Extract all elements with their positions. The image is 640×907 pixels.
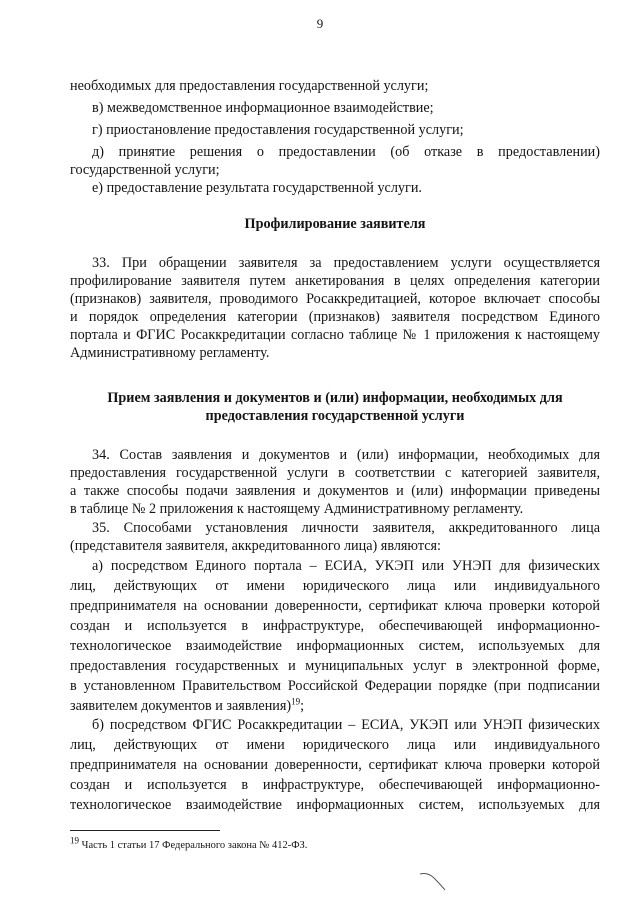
item-a-line: в установленном Правительством Российской Федерации порядке (при подписании: [70, 678, 600, 694]
item-a-line: предоставления государственных и муниципальных услуг в электронной форме,: [70, 658, 600, 674]
page-number: 9: [316, 16, 324, 31]
paragraph-33-line: (признаков) заявителя, проводимого Росаккредитацией, которое включает способы: [70, 291, 600, 307]
item-b-line: предпринимателя на основании доверенности, сертификат ключа проверки которой: [70, 757, 600, 773]
item-a-line: [70, 697, 600, 715]
item-a-last-text: заявителем документов и заявления): [70, 698, 292, 714]
pen-mark-icon: [418, 870, 448, 894]
item-a-end: ;: [300, 698, 305, 714]
footnote-ref: 19: [291, 696, 301, 707]
section-heading: предоставления государственной услуги: [205, 408, 465, 424]
paragraph-33-line: 33. При обращении заявителя за предоставлением услуги осуществляется: [92, 255, 600, 271]
section-heading: Прием заявления и документов и (или) информации, необходимых для: [107, 390, 563, 406]
text-line: государственной услуги;: [70, 162, 220, 178]
paragraph-35-line: 35. Способами установления личности заявителя, аккредитованного лица: [92, 520, 600, 536]
item-b-line: технологическое взаимодействие информационных систем, используемых для: [70, 797, 600, 813]
item-a-line: создан и используется в инфраструктуре, обеспечивающей информационно-: [70, 618, 600, 634]
footnote-mark: 19: [70, 835, 79, 846]
paragraph-33-line: Административному регламенту.: [70, 345, 270, 361]
item-a-line: лиц, действующих от имени юридического лица или индивидуального: [70, 578, 600, 594]
list-item: е) предоставление результата государственной услуги.: [92, 180, 422, 196]
item-b-line: создан и используется в инфраструктуре, обеспечивающей информационно-: [70, 777, 600, 793]
paragraph-35-line: (представителя заявителя, аккредитованного лица) являются:: [70, 538, 441, 554]
footnote-text: Часть 1 статьи 17 Федерального закона № 412-ФЗ.: [79, 840, 308, 851]
paragraph-34-line: предоставления государственной услуги в соответствии с категорией заявителя,: [70, 465, 600, 481]
item-a-line: предпринимателя на основании доверенности, сертификат ключа проверки которой: [70, 598, 600, 614]
item-a-line: технологическое взаимодействие информационных систем, используемых для: [70, 638, 600, 654]
item-b-line: лиц, действующих от имени юридического лица или индивидуального: [70, 737, 600, 753]
paragraph-34-line: 34. Состав заявления и документов и (или) информации, необходимых для: [92, 447, 600, 463]
item-a-line: а) посредством Единого портала – ЕСИА, УКЭП или УНЭП для физических: [92, 558, 600, 574]
list-item: г) приостановление предоставления государственной услуги;: [92, 122, 464, 138]
footnote-divider: [70, 830, 220, 831]
paragraph-34-line: в таблице № 2 приложения к настоящему Административному регламенту.: [70, 501, 524, 517]
item-b-line: б) посредством ФГИС Росаккредитации – ЕСИА, УКЭП или УНЭП физических: [92, 717, 600, 733]
text-line: необходимых для предоставления государственной услуги;: [70, 78, 429, 94]
list-item: в) межведомственное информационное взаимодействие;: [92, 100, 434, 116]
paragraph-33-line: портала и ФГИС Росаккредитации согласно таблице № 1 приложения к настоящему: [70, 327, 600, 343]
footnote: [70, 835, 308, 851]
paragraph-34-line: а также способы подачи заявления и документов и (или) информации приведены: [70, 483, 600, 499]
list-item: д) принятие решения о предоставлении (об отказе в предоставлении): [92, 144, 600, 160]
paragraph-33-line: и порядок определения категории (признаков) заявителя посредством Единого: [70, 309, 600, 325]
paragraph-33-line: профилирование заявителя путем анкетирования в целях определения категории: [70, 273, 600, 289]
section-heading: Профилирование заявителя: [244, 216, 426, 232]
